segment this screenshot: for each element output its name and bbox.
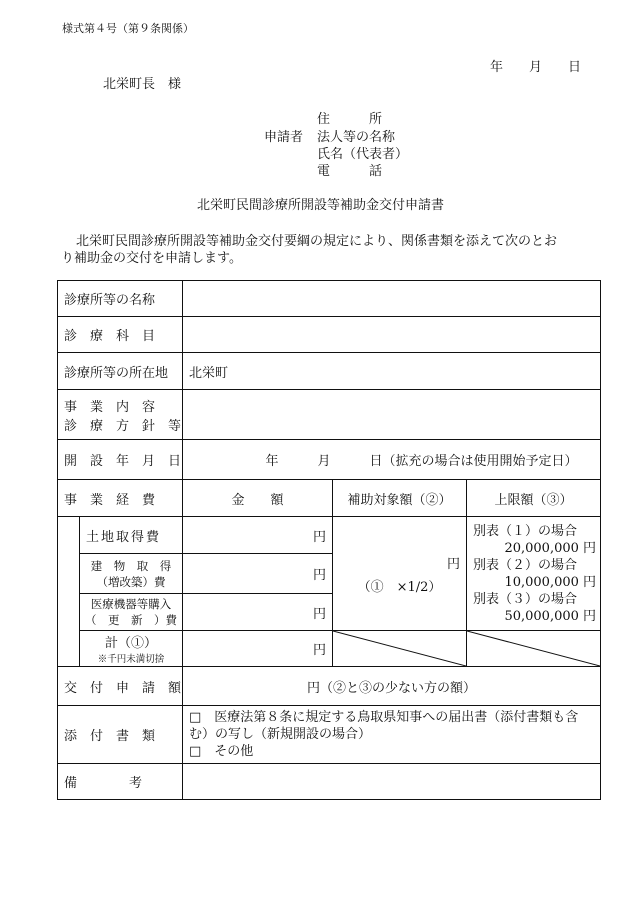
subsidy-formula: （① ×1/2） [357,579,442,595]
department-label: 診 療 科 目 [58,317,183,353]
applicant-phone-label: 電 話 [317,164,383,179]
land-cost-label: 土地取得費 [80,517,183,554]
total-field[interactable]: 円 [183,631,333,667]
subsidy-total-na [333,631,467,667]
applicant-corp-label: 法人等の名称 [317,130,396,145]
grant-amount-label: 交 付 申 請 額 [58,667,183,706]
subsidy-yen: 円 [447,556,461,572]
limit-header: 上限額（③） [467,480,601,517]
applicant-label: 申請者 [264,130,304,145]
limit-3-label: 別表（３）の場合 [473,591,578,607]
location-field[interactable]: 北栄町 [183,353,601,390]
limit-total-na [467,631,601,667]
limit-1-amount: 20,000,000 円 [504,540,597,556]
department-field[interactable] [183,317,601,353]
form-number: 様式第４号（第９条関係） [62,22,194,35]
attachment-checkbox-notification[interactable]: □ 医療法第８条に規定する鳥取県知事への届出書（添付書類も含 む）の写し（新規開設の場合） [189,710,579,742]
expense-label: 事 業 経 費 [58,480,183,517]
total-label: 計（①） ※千円未満切捨 [80,631,183,667]
land-cost-field[interactable]: 円 [183,517,333,554]
intro-text-line2: り補助金の交付を申請します。 [61,251,242,266]
remarks-field[interactable] [183,764,601,800]
open-date-label: 開 設 年 月 日 [58,440,183,480]
building-cost-field[interactable]: 円 [183,554,333,594]
intro-text-line1: 北栄町民間診療所開設等補助金交付要綱の規定により、関係書類を添えて次のとお [76,234,558,249]
limit-1-label: 別表（１）の場合 [473,523,578,539]
equipment-cost-label: 医療機器等購入 （ 更 新 ）費 [80,594,183,631]
clinic-name-field[interactable] [183,281,601,317]
open-date-field[interactable]: 年 月 日（拡充の場合は使用開始予定日） [183,440,601,480]
limit-2-label: 別表（２）の場合 [473,557,578,573]
subsidy-field[interactable] [333,517,467,631]
attachment-checkbox-other[interactable]: □ その他 [189,744,254,759]
business-content-label: 事 業 内 容 診 療 方 針 等 [58,390,183,440]
limit-amounts [467,517,601,631]
applicant-address-label: 住 所 [317,112,383,127]
business-content-field[interactable] [183,390,601,440]
attachments-field [183,706,601,764]
location-label: 診療所等の所在地 [58,353,183,390]
application-table [57,280,601,800]
applicant-name-label: 氏名（代表者） [317,147,409,162]
attachments-label: 添 付 書 類 [58,706,183,764]
grant-amount-field[interactable]: 円（②と③の少ない方の額） [183,667,601,706]
total-note: ※千円未満切捨 [97,654,165,665]
remarks-label: 備 考 [58,764,183,800]
limit-2-amount: 10,000,000 円 [504,574,597,590]
equipment-cost-field[interactable]: 円 [183,594,333,631]
addressee: 北栄町長 様 [103,77,182,92]
date-line: 年 月 日 [490,60,582,75]
amount-header: 金 額 [183,480,333,517]
clinic-name-label: 診療所等の名称 [58,281,183,317]
expense-indent [58,517,80,667]
limit-3-amount: 50,000,000 円 [504,608,597,624]
subsidy-header: 補助対象額（②） [333,480,467,517]
document-title: 北栄町民間診療所開設等補助金交付申請書 [197,198,445,213]
building-cost-label: 建 物 取 得 （増改築）費 [80,554,183,594]
